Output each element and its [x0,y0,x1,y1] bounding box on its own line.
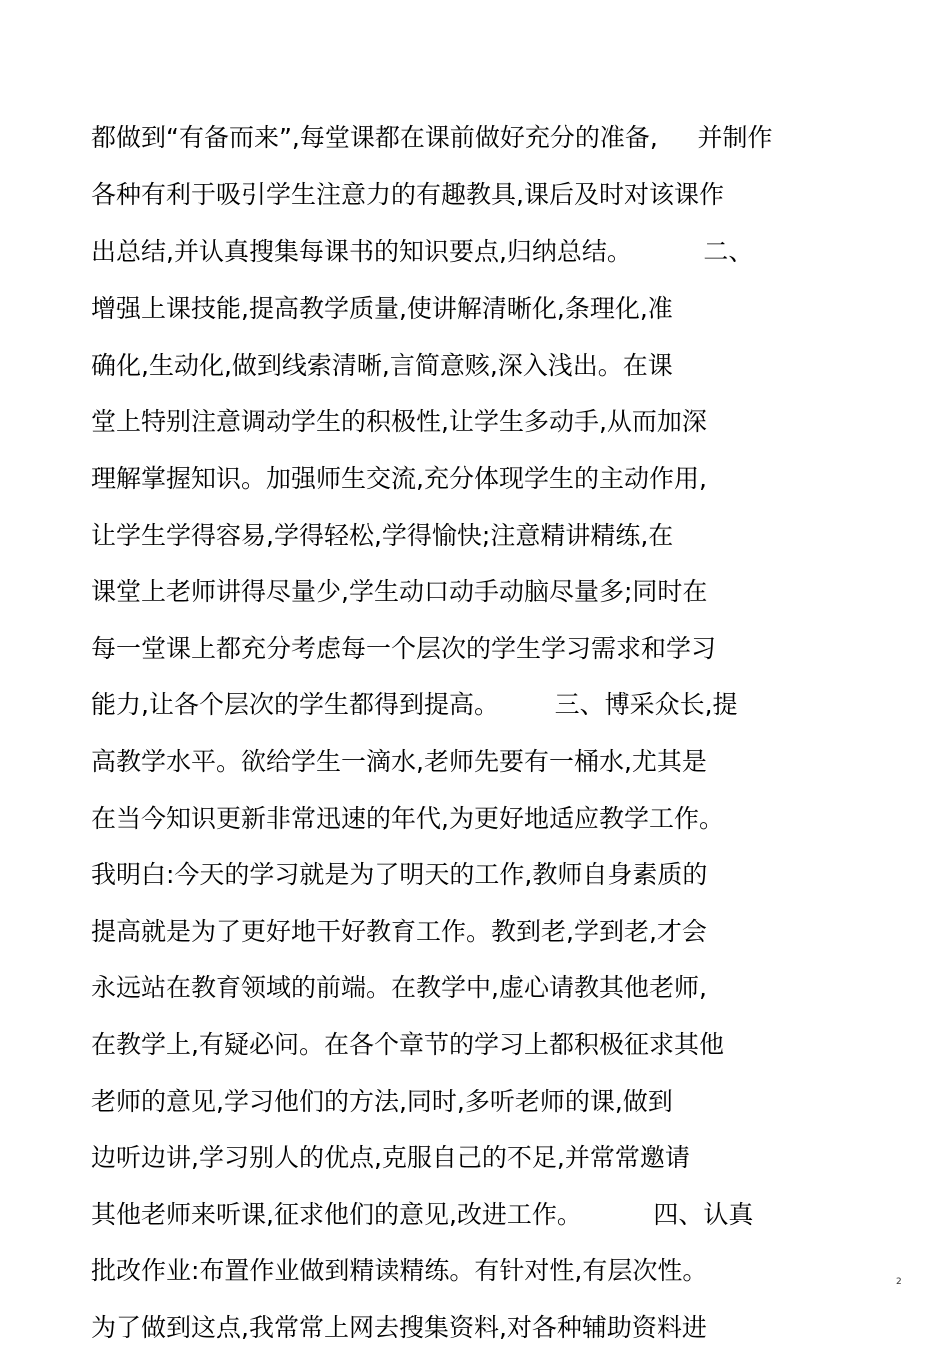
text-line: 为了做到这点,我常常上网去搜集资料,对各种辅助资料进 [91,1313,707,1342]
text-line: 老师的意见,学习他们的方法,同时,多听老师的课,做到 [91,1087,673,1116]
text-line: 能力,让各个层次的学生都得到提高。 三、博采众长,提 [91,690,738,719]
text-line: 各种有利于吸引学生注意力的有趣教具,课后及时对该课作 [91,180,724,209]
text-line: 永远站在教育领域的前端。在教学中,虚心请教其他老师, [91,973,707,1002]
text-line: 高教学水平。欲给学生一滴水,老师先要有一桶水,尤其是 [91,747,707,776]
text-line: 增强上课技能,提高教学质量,使讲解清晰化,条理化,准 [91,294,673,323]
text-line: 每一堂课上都充分考虑每一个层次的学生学习需求和学习 [91,634,717,663]
text-line: 出总结,并认真搜集每课书的知识要点,归纳总结。 二、 [91,237,754,266]
text-line: 提高就是为了更好地干好教育工作。教到老,学到老,才会 [91,917,707,946]
text-line: 确化,生动化,做到线索清晰,言简意赅,深入浅出。在课 [91,351,673,380]
text-line: 批改作业:布置作业做到精读精练。有针对性,有层次性。 [91,1256,708,1285]
text-line: 课堂上老师讲得尽量少,学生动口动手动脑尽量多;同时在 [91,577,708,606]
text-line: 在教学上,有疑必问。在各个章节的学习上都积极征求其他 [91,1030,724,1059]
text-line: 堂上特别注意调动学生的积极性,让学生多动手,从而加深 [91,407,707,436]
text-line: 在当今知识更新非常迅速的年代,为更好地适应教学工作。 [91,804,724,833]
text-line: 我明白:今天的学习就是为了明天的工作,教师自身素质的 [91,860,708,889]
text-line: 边听边讲,学习别人的优点,克服自己的不足,并常常邀请 [91,1143,690,1172]
text-line: 都做到“有备而来”,每堂课都在课前做好充分的准备, 并制作 [91,123,773,152]
text-line: 让学生学得容易,学得轻松,学得愉快;注意精讲精练,在 [91,521,674,550]
text-line: 理解掌握知识。加强师生交流,充分体现学生的主动作用, [91,464,707,493]
page-number: 2 [896,1277,902,1287]
text-line: 其他老师来听课,征求他们的意见,改进工作。 四、认真 [91,1200,754,1229]
